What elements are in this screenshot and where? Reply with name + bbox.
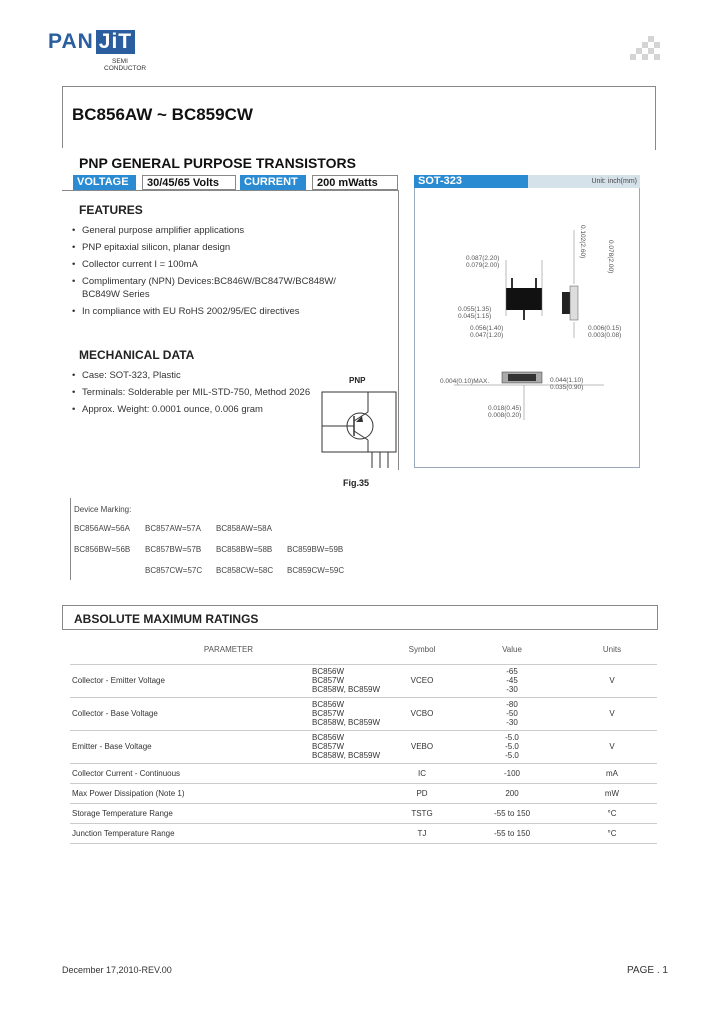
dim-d8: 0.102(2.60)	[579, 225, 586, 259]
header-value: Value	[457, 636, 567, 664]
table-cell-symbol: VCBO	[387, 697, 457, 730]
table-row	[70, 783, 657, 803]
mechanical-item: • Case: SOT-323, Plastic	[72, 369, 372, 382]
marking-cell: BC858AW=58A	[216, 524, 272, 533]
marking-cell	[287, 524, 358, 545]
table-cell-symbol: TJ	[387, 823, 457, 843]
pnp-transistor-symbol	[314, 386, 404, 470]
table-cell-unit: V	[567, 664, 657, 697]
dim-d6: 0.044(1.10) 0.035(0.90)	[550, 377, 584, 391]
dim-d1: 0.087(2.20) 0.079(2.00)	[466, 255, 500, 269]
package-unit: Unit: inch(mm)	[528, 175, 640, 188]
marking-divider	[70, 498, 71, 580]
current-value: 200 mWatts	[312, 175, 398, 190]
table-cell-devices: BC856W BC857W BC858W, BC859W	[310, 697, 387, 730]
table-cell-unit: °C	[567, 803, 657, 823]
table-cell-value: -55 to 150	[457, 803, 567, 823]
marking-cell: BC858BW=58B	[216, 545, 273, 554]
package-body-top	[506, 288, 542, 310]
table-row	[70, 823, 657, 843]
marking-cell: BC859CW=59C	[287, 566, 345, 575]
table-header-row	[70, 636, 657, 664]
marking-cell: BC856AW=56A	[74, 524, 130, 533]
logo-sub-line1: SEMI	[112, 58, 128, 65]
feature-item: • Collector current I = 100mA	[72, 258, 372, 271]
table-cell-param: Storage Temperature Range	[70, 803, 310, 823]
header-parameter: PARAMETER	[70, 636, 387, 664]
logo-subtitle	[104, 58, 146, 72]
dim-d3: 0.056(1.40) 0.047(1.20)	[470, 325, 504, 339]
table-cell-value: -100	[457, 763, 567, 783]
footer-date: December 17,2010-REV.00	[62, 965, 172, 975]
marking-cell: BC858CW=58C	[216, 566, 274, 575]
feature-item: BC849W Series	[82, 289, 150, 300]
footer-page: PAGE . 1	[627, 965, 668, 976]
table-cell-value: -5.0 -5.0 -5.0	[457, 730, 567, 763]
table-cell-symbol: VEBO	[387, 730, 457, 763]
table-cell-symbol: IC	[387, 763, 457, 783]
figure-caption: Fig.35	[343, 478, 370, 488]
marking-row	[74, 524, 358, 545]
table-cell-devices	[310, 783, 387, 803]
schematic-label: PNP	[349, 376, 366, 385]
table-cell-param: Collector Current - Continuous	[70, 763, 310, 783]
table-cell-unit: V	[567, 697, 657, 730]
table-row	[70, 730, 657, 763]
table-row	[70, 664, 657, 697]
table-cell-devices	[310, 803, 387, 823]
table-row	[70, 803, 657, 823]
table-cell-value: -80 -50 -30	[457, 697, 567, 730]
logo-sub-line2: CONDUCTOR	[104, 65, 147, 72]
table-row	[70, 697, 657, 730]
table-cell-param: Collector - Base Voltage	[70, 697, 310, 730]
table-cell-param: Collector - Emitter Voltage	[70, 664, 310, 697]
marking-cell: BC857CW=57C	[145, 566, 203, 575]
dim-d4: 0.006(0.15) 0.003(0.08)	[588, 325, 622, 339]
feature-item: • Complimentary (NPN) Devices:BC846W/BC847W/BC848W/	[72, 275, 372, 288]
logo-text-a: PAN	[48, 30, 94, 53]
dim-d5: 0.004(0.10)MAX.	[440, 378, 490, 385]
table-cell-devices	[310, 823, 387, 843]
table-cell-symbol: TSTG	[387, 803, 457, 823]
marking-cell	[74, 566, 145, 587]
table-cell-unit: °C	[567, 823, 657, 843]
feature-item: • PNP epitaxial silicon, planar design	[72, 241, 372, 254]
marking-cell: BC857BW=57B	[145, 545, 202, 554]
marking-cell: BC856BW=56B	[74, 545, 131, 554]
table-cell-param: Max Power Dissipation (Note 1)	[70, 783, 310, 803]
table-cell-unit: mW	[567, 783, 657, 803]
table-cell-value: -65 -45 -30	[457, 664, 567, 697]
table-cell-unit: V	[567, 730, 657, 763]
features-list	[72, 224, 372, 322]
marking-cell: BC857AW=57A	[145, 524, 201, 533]
current-label: CURRENT	[240, 175, 306, 190]
part-number-title: BC856AW ~ BC859CW	[72, 105, 253, 124]
logo-text-b: JiT	[96, 30, 135, 54]
marking-title: Device Marking:	[74, 505, 132, 514]
ratings-divider	[62, 190, 398, 191]
marking-row	[74, 566, 358, 587]
mechanical-item: • Terminals: Solderable per MIL-STD-750, Method 2026	[72, 386, 372, 399]
package-name: SOT-323	[414, 175, 528, 188]
table-cell-devices	[310, 763, 387, 783]
header-units: Units	[567, 636, 657, 664]
table-cell-symbol: VCEO	[387, 664, 457, 697]
voltage-value: 30/45/65 Volts	[142, 175, 236, 190]
abs-max-title: ABSOLUTE MAXIMUM RATINGS	[74, 612, 259, 626]
feature-item: • General purpose amplifier applications	[72, 224, 372, 237]
table-cell-value: -55 to 150	[457, 823, 567, 843]
dim-d2: 0.055(1.35) 0.045(1.15)	[458, 306, 492, 320]
abs-max-table	[70, 636, 657, 844]
features-title: FEATURES	[79, 203, 143, 217]
marking-table	[74, 524, 358, 587]
mechanical-title: MECHANICAL DATA	[79, 348, 195, 362]
dim-d9: 0.078(2.00)	[607, 240, 614, 274]
header-symbol: Symbol	[387, 636, 457, 664]
table-cell-param: Junction Temperature Range	[70, 823, 310, 843]
table-cell-value: 200	[457, 783, 567, 803]
table-cell-symbol: PD	[387, 783, 457, 803]
feature-item: • In compliance with EU RoHS 2002/95/EC directives	[72, 305, 372, 318]
voltage-label: VOLTAGE	[73, 175, 136, 190]
table-cell-unit: mA	[567, 763, 657, 783]
table-row	[70, 763, 657, 783]
mechanical-item: • Approx. Weight: 0.0001 ounce, 0.006 gram	[72, 403, 372, 416]
marking-row	[74, 545, 358, 566]
company-logo	[48, 30, 135, 54]
corner-decoration-icon	[630, 36, 660, 66]
product-title: PNP GENERAL PURPOSE TRANSISTORS	[79, 155, 356, 171]
table-cell-devices: BC856W BC857W BC858W, BC859W	[310, 730, 387, 763]
marking-cell: BC859BW=59B	[287, 545, 344, 554]
dim-d7: 0.018(0.45) 0.008(0.20)	[488, 405, 522, 419]
table-cell-devices: BC856W BC857W BC858W, BC859W	[310, 664, 387, 697]
table-cell-param: Emitter - Base Voltage	[70, 730, 310, 763]
